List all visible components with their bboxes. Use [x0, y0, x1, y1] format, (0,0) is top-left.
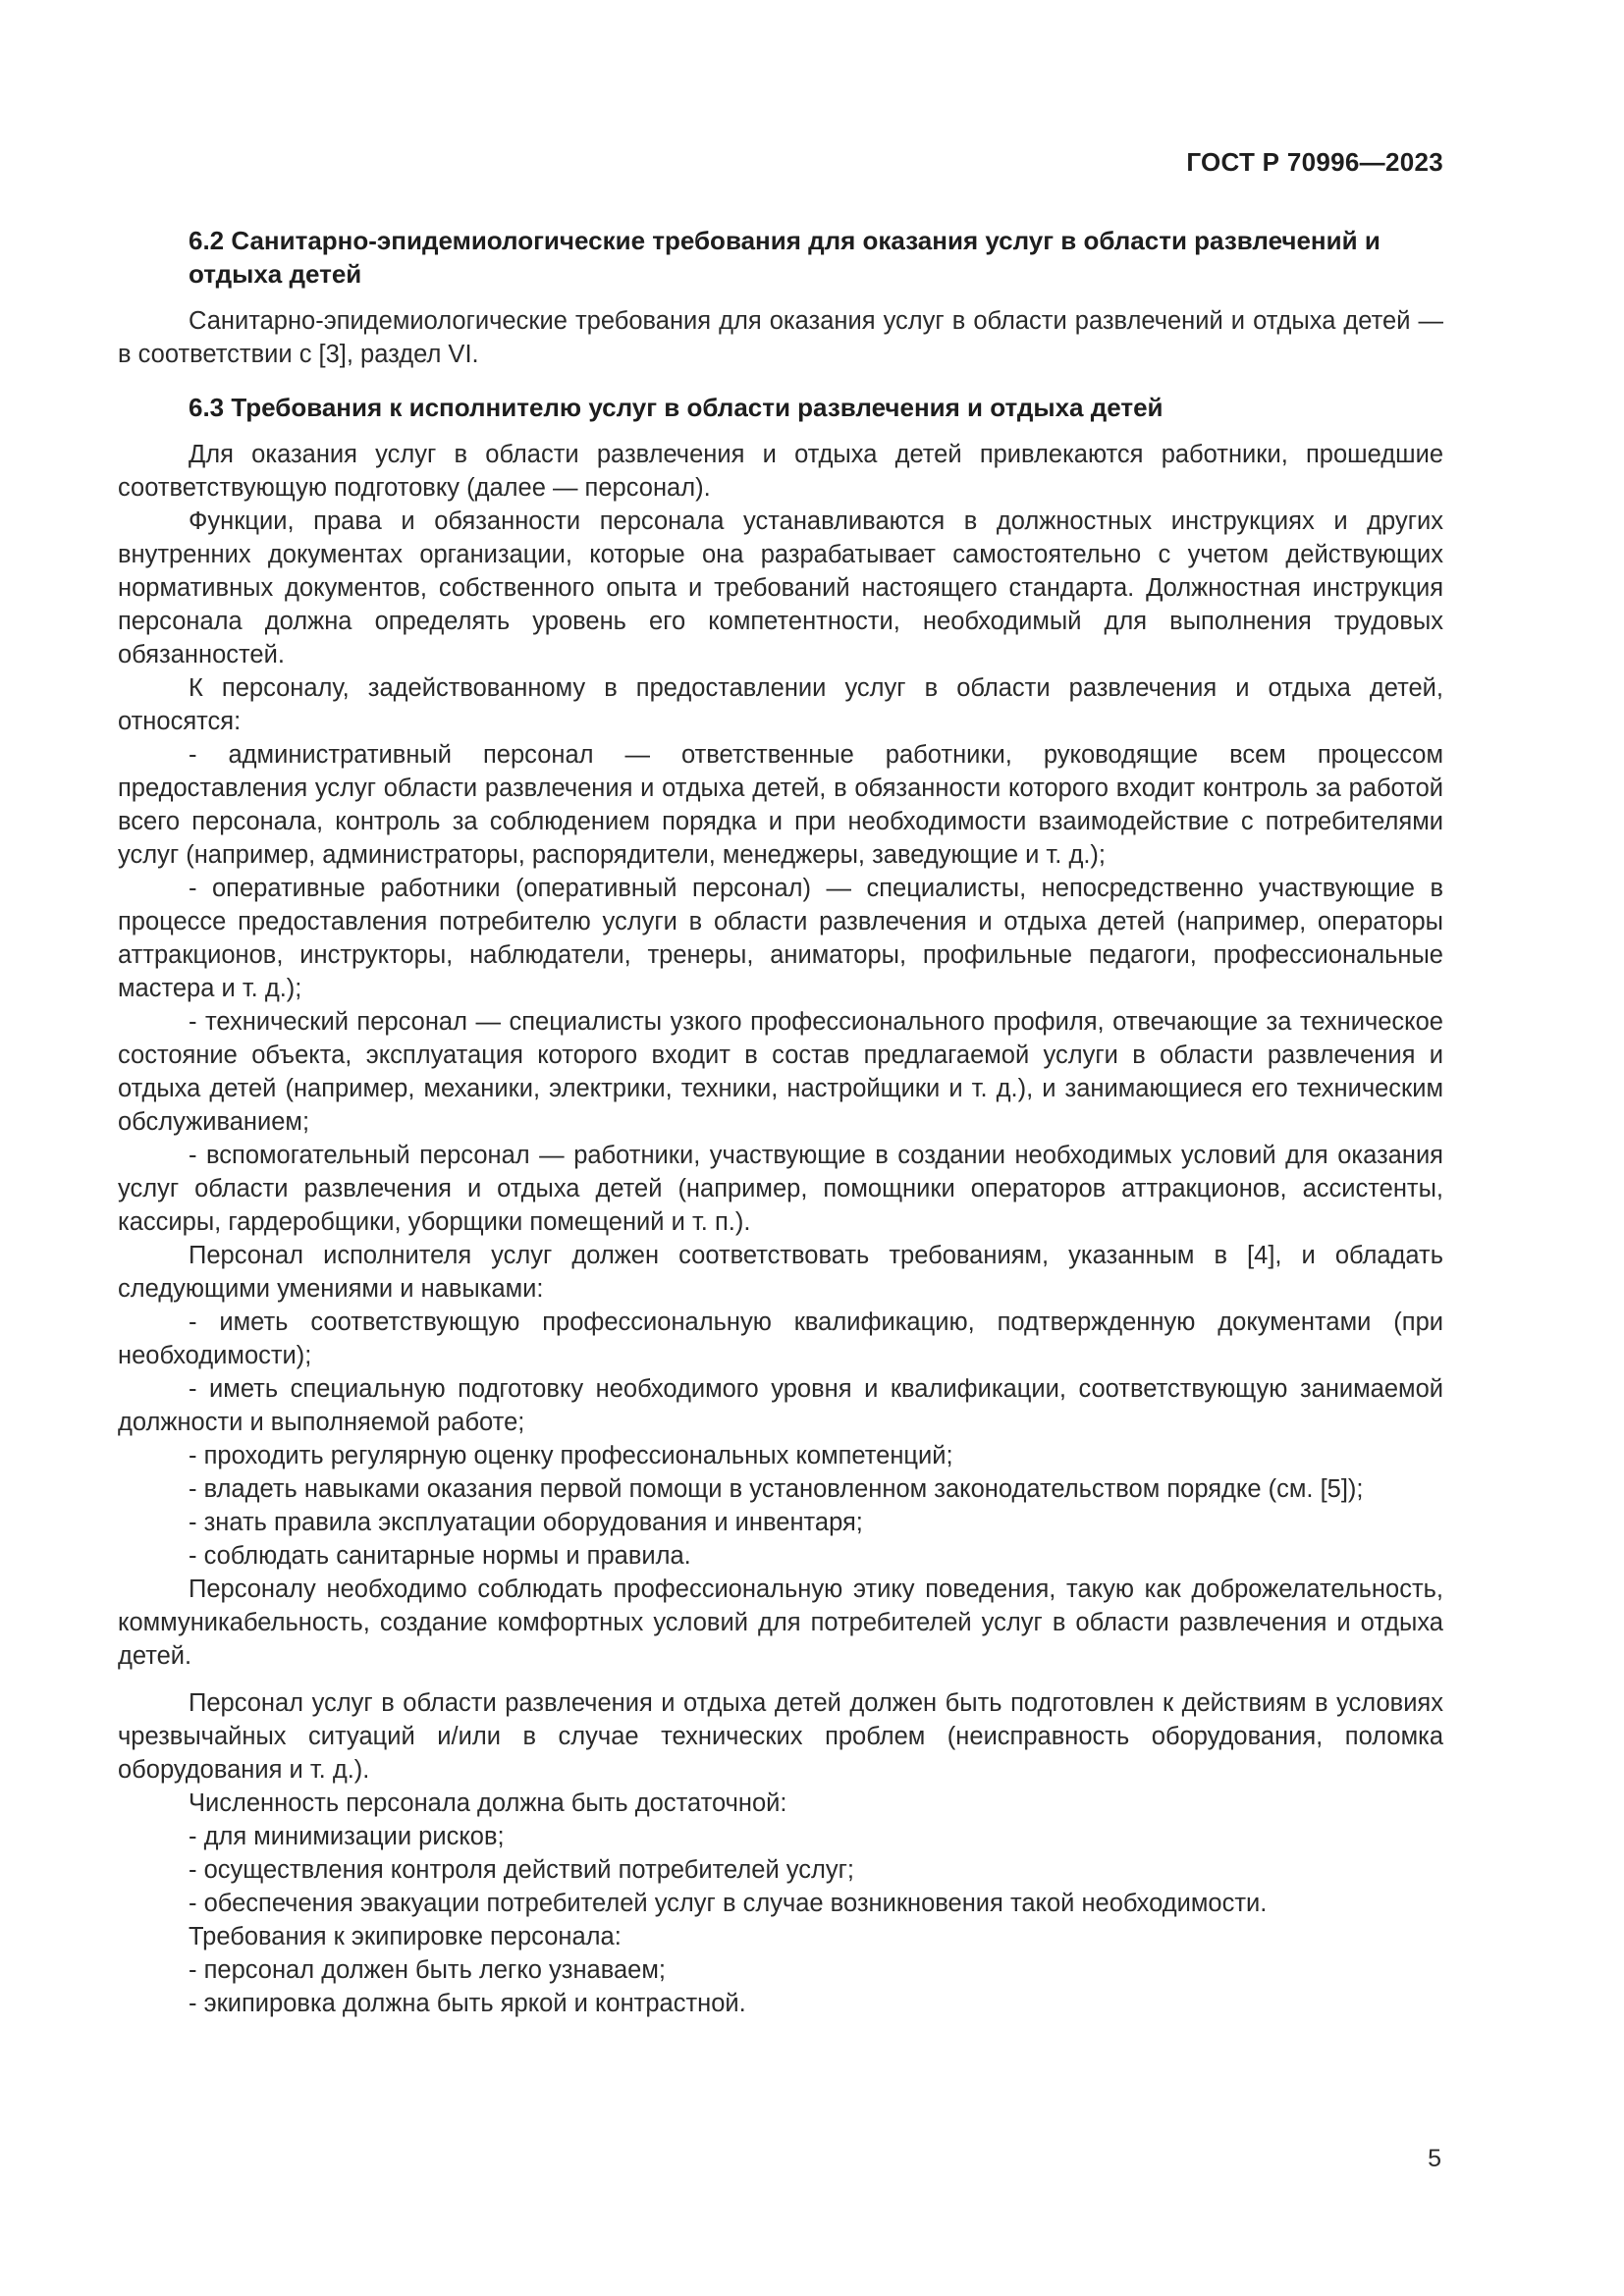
paragraph: Требования к экипировке персонала:: [189, 1923, 622, 1950]
paragraph: Функции, права и обязанности персонала устанавливаются в должностных инструкциях и других внутренних документах организации, которые она разрабатывает самостоятельно с учетом действующих нормативных документов, собственного опыта и требований настоящего стандарта. Должностная инструкция персонала должна определять уровень его компетентности, необходимый для выполнения трудовых обязанностей.: [118, 507, 1443, 668]
list-item: - знать правила эксплуатации оборудования и инвентаря;: [189, 1509, 863, 1536]
paragraph: Персоналу необходимо соблюдать профессиональную этику поведения, такую как доброжелательность, коммуникабельность, создание комфортных условий для потребителей услуг в области развлечения и отдыха детей.: [118, 1575, 1443, 1670]
paragraph: Персонал услуг в области развлечения и отдыха детей должен быть подготовлен к действиям в условиях чрезвычайных ситуаций и/или в случае технических проблем (неисправность оборудования, поломка оборудования и т. д.).: [118, 1689, 1443, 1784]
list-item: - обеспечения эвакуации потребителей услуг в случае возникновения такой необходимости.: [189, 1890, 1268, 1917]
list-item: - проходить регулярную оценку профессиональных компетенций;: [189, 1442, 953, 1469]
list-item: - для минимизации рисков;: [189, 1823, 505, 1850]
paragraph: Санитарно-эпидемиологические требования для оказания услуг в области развлечений и отдыха детей — в соответствии с [3], раздел VI.: [118, 307, 1443, 368]
list-item: - вспомогательный персонал — работники, участвующие в создании необходимых условий для оказания услуг области развлечения и отдыха детей (например, помощники операторов аттракционов, ассистенты, кассиры, гардеробщики, уборщики помещений и т. п.).: [118, 1142, 1443, 1236]
section-heading-6-3: 6.3 Требования к исполнителю услуг в области развлечения и отдыха детей: [189, 393, 1164, 422]
paragraph: Численность персонала должна быть достаточной:: [189, 1789, 787, 1817]
standard-code-header: ГОСТ Р 70996—2023: [1186, 147, 1443, 177]
list-item: - иметь специальную подготовку необходимого уровня и квалификации, соответствующую занимаемой должности и выполняемой работе;: [118, 1375, 1443, 1436]
list-item: - иметь соответствующую профессиональную квалификацию, подтвержденную документами (при необходимости);: [118, 1308, 1443, 1369]
list-item: - технический персонал — специалисты узкого профессионального профиля, отвечающие за техническое состояние объекта, эксплуатация которого входит в состав предлагаемой услуги в области развлечения и отдыха детей (например, механики, электрики, техники, настройщики и т. д.), и занимающиеся его техническим обслуживанием;: [118, 1008, 1443, 1136]
paragraph: Персонал исполнителя услуг должен соответствовать требованиям, указанным в [4], и обладать следующими умениями и навыками:: [118, 1242, 1443, 1303]
list-item: - осуществления контроля действий потребителей услуг;: [189, 1856, 855, 1884]
list-item: - персонал должен быть легко узнаваем;: [189, 1956, 666, 1984]
paragraph: К персоналу, задействованному в предоставлении услуг в области развлечения и отдыха детей, относятся:: [118, 674, 1443, 735]
paragraph: Для оказания услуг в области развлечения и отдыха детей привлекаются работники, прошедшие соответствующую подготовку (далее — персонал).: [118, 441, 1443, 502]
list-item: - владеть навыками оказания первой помощи в установленном законодательством порядке (см. [5]);: [189, 1475, 1364, 1503]
document-body: [118, 224, 1443, 2020]
page-number: 5: [1428, 2145, 1441, 2172]
list-item: - соблюдать санитарные нормы и правила.: [189, 1542, 691, 1570]
section-heading-6-2: 6.2 Санитарно-эпидемиологические требования для оказания услуг в области развлечений и отдыха детей: [189, 226, 1380, 289]
list-item: - экипировка должна быть яркой и контрастной.: [189, 1990, 746, 2017]
list-item: - административный персонал — ответственные работники, руководящие всем процессом предоставления услуг области развлечения и отдыха детей, в обязанности которого входит контроль за работой всего персонала, контроль за соблюдением порядка и при необходимости взаимодействие с потребителями услуг (например, администраторы, распорядители, менеджеры, заведующие и т. д.);: [118, 741, 1443, 869]
list-item: - оперативные работники (оперативный персонал) — специалисты, непосредственно участвующие в процессе предоставления потребителю услуги в области развлечения и отдыха детей (например, операторы аттракционов, инструкторы, наблюдатели, тренеры, аниматоры, профильные педагоги, профессиональные мастера и т. д.);: [118, 875, 1443, 1002]
